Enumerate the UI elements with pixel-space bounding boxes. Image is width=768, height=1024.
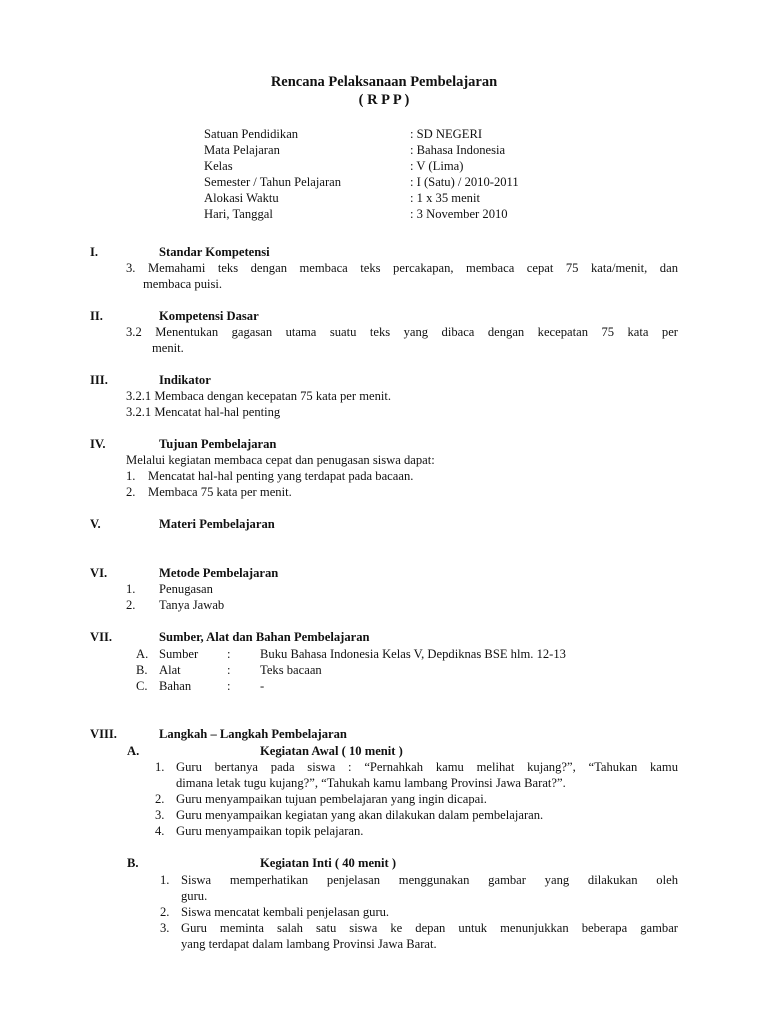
list-item: Penugasan (159, 582, 213, 596)
section-text: 3. Memahami teks dengan membaca teks percakapan, membaca cepat 75 kata/menit, dan (126, 261, 678, 275)
section-number: IV. (90, 437, 106, 451)
subsection-heading: Kegiatan Awal ( 10 menit ) (260, 744, 403, 758)
identity-value: : I (Satu) / 2010-2011 (410, 175, 519, 189)
resource-value: Buku Bahasa Indonesia Kelas V, Depdiknas BSE hlm. 12-13 (260, 647, 566, 661)
identity-value: : V (Lima) (410, 159, 464, 173)
list-item-cont: dimana letak tugu kujang?”, “Tahukah kamu lambang Provinsi Jawa Barat?”. (176, 776, 566, 790)
identity-value: : Bahasa Indonesia (410, 143, 506, 157)
list-item: Siswa memperhatikan penjelasan menggunakan gambar yang dilakukan oleh (181, 873, 678, 887)
section-number: VI. (90, 566, 108, 580)
identity-value: : SD NEGERI (410, 127, 483, 141)
resource-label: Alat (159, 663, 181, 677)
list-number: 3. (155, 808, 165, 822)
section-heading: Standar Kompetensi (159, 245, 270, 259)
list-letter: B. (136, 663, 148, 677)
section-number: V. (90, 517, 101, 531)
list-letter: C. (136, 679, 148, 693)
resource-label: Sumber (159, 647, 199, 661)
resource-value: - (260, 679, 265, 693)
identity-label: Alokasi Waktu (204, 191, 279, 205)
list-number: 2. (126, 598, 136, 612)
resource-colon: : (227, 647, 231, 661)
identity-value: : 3 November 2010 (410, 207, 508, 221)
list-number: 1. (126, 469, 136, 483)
identity-label: Semester / Tahun Pelajaran (204, 175, 342, 189)
resource-value: Teks bacaan (260, 663, 322, 677)
list-number: 1. (155, 760, 165, 774)
section-heading: Langkah – Langkah Pembelajaran (159, 727, 347, 741)
list-number: 3. (160, 921, 170, 935)
section-heading: Tujuan Pembelajaran (159, 437, 277, 451)
section-number: VII. (90, 630, 113, 644)
list-item: Guru menyampaikan topik pelajaran. (176, 824, 364, 838)
list-item: Guru meminta salah satu siswa ke depan untuk menunjukkan beberapa gambar (181, 921, 678, 935)
section-heading: Indikator (159, 373, 211, 387)
list-item-cont: yang terdapat dalam lambang Provinsi Jawa Barat. (181, 937, 437, 951)
section-heading: Sumber, Alat dan Bahan Pembelajaran (159, 630, 370, 644)
section-text: menit. (152, 341, 184, 355)
section-number: III. (90, 373, 108, 387)
resource-colon: : (227, 663, 231, 677)
page-title: Rencana Pelaksanaan Pembelajaran (270, 74, 498, 90)
identity-label: Mata Pelajaran (204, 143, 280, 157)
identity-label: Kelas (204, 159, 233, 173)
section-number: II. (90, 309, 103, 323)
list-item: Tanya Jawab (159, 598, 225, 612)
identity-label: Satuan Pendidikan (204, 127, 299, 141)
subsection-letter: B. (127, 856, 139, 870)
section-text: membaca puisi. (143, 277, 223, 291)
section-heading: Kompetensi Dasar (159, 309, 259, 323)
identity-value: : 1 x 35 menit (410, 191, 480, 205)
resource-label: Bahan (159, 679, 192, 693)
section-number: I. (90, 245, 99, 259)
list-item: Siswa mencatat kembali penjelasan guru. (181, 905, 390, 919)
section-number: VIII. (90, 727, 117, 741)
section-intro: Melalui kegiatan membaca cepat dan penugasan siswa dapat: (126, 453, 435, 467)
list-number: 2. (160, 905, 170, 919)
list-item: Guru menyampaikan tujuan pembelajaran yang ingin dicapai. (176, 792, 487, 806)
list-item: Guru menyampaikan kegiatan yang akan dilakukan dalam pembelajaran. (176, 808, 544, 822)
list-number: 1. (126, 582, 136, 596)
section-heading: Materi Pembelajaran (159, 517, 275, 531)
subsection-heading: Kegiatan Inti ( 40 menit ) (260, 856, 397, 870)
list-item: Membaca 75 kata per menit. (148, 485, 292, 499)
list-number: 2. (155, 792, 165, 806)
section-heading: Metode Pembelajaran (159, 566, 279, 580)
section-text: 3.2 Menentukan gagasan utama suatu teks yang dibaca dengan kecepatan 75 kata per (126, 325, 678, 339)
list-number: 2. (126, 485, 136, 499)
list-item: Guru bertanya pada siswa : “Pernahkah kamu melihat kujang?”, “Tahukan kamu (176, 760, 678, 774)
list-item: 3.2.1 Membaca dengan kecepatan 75 kata per menit. (126, 389, 392, 403)
subsection-letter: A. (127, 744, 140, 758)
list-number: 4. (155, 824, 165, 838)
list-letter: A. (136, 647, 149, 661)
list-item-cont: guru. (181, 889, 208, 903)
resource-colon: : (227, 679, 231, 693)
page-subtitle: ( R P P ) (358, 92, 410, 108)
list-number: 1. (160, 873, 170, 887)
identity-label: Hari, Tanggal (204, 207, 273, 221)
list-item: Mencatat hal-hal penting yang terdapat pada bacaan. (148, 469, 414, 483)
list-item: 3.2.1 Mencatat hal-hal penting (126, 405, 281, 419)
